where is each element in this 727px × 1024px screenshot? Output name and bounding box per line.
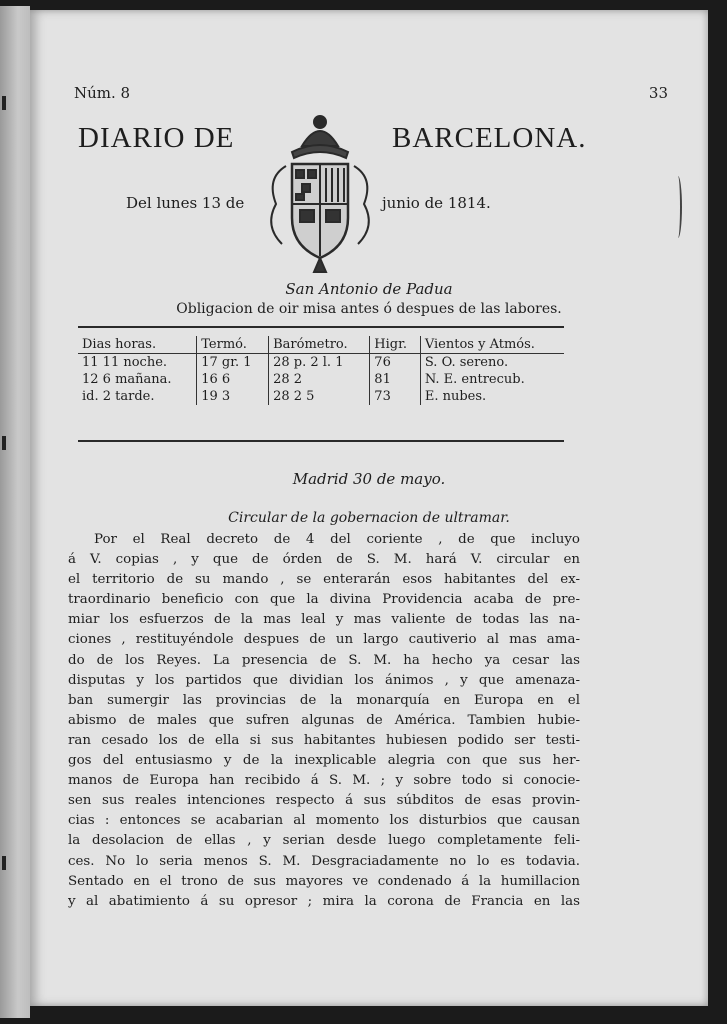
weather-cell: id. 2 tarde. [82, 389, 155, 404]
body-line: el territorio de su mando , se enterarán esos habitantes del ex- [68, 572, 580, 588]
coat-of-arms-icon [262, 108, 378, 276]
margin-mark [674, 176, 682, 238]
weather-cell: 28 2 5 [269, 388, 370, 405]
body-line: abismo de males que sufren algunas de América. Tambien hubie- [68, 712, 580, 728]
weather-cell: 17 gr. 1 [197, 354, 269, 372]
weather-cell: S. O. sereno. [420, 354, 564, 372]
article-heading: Circular de la gobernacion de ultramar. [228, 510, 510, 526]
body-line: ciones , restituyéndole despues de un largo cautiverio al mas ama- [68, 632, 580, 648]
weather-table [78, 326, 564, 442]
body-line: Sentado en el trono de sus mayores ve condenado á la humillacion [68, 873, 580, 889]
mass-obligation: Obligacion de oir misa antes ó despues de las labores. [176, 301, 562, 317]
masthead-title-right: BARCELONA. [392, 122, 587, 154]
weather-header-row [78, 336, 564, 354]
body-line: gos del entusiasmo y de la inexplicable alegria con que sus her- [68, 753, 580, 769]
page-number: 33 [648, 84, 668, 102]
body-line: cias : entonces se acabarian al momento los disturbios que causan [68, 813, 580, 829]
article-body [68, 530, 580, 912]
weather-header-cell: Vientos y Atmós. [420, 336, 564, 354]
body-line: á V. copias , y que de órden de S. M. hará V. circular en [68, 552, 580, 568]
table-row [78, 388, 564, 405]
dateline: Madrid 30 de mayo. [292, 470, 446, 488]
body-line: disputas y los partidos que dividian los ánimos , y que amenaza- [68, 672, 580, 688]
body-line: manos de Europa han recibido á S. M. ; y sobre todo si conocie- [68, 773, 580, 789]
newspaper-page [30, 10, 708, 1006]
weather-header-cell: Higr. [370, 336, 421, 354]
body-line: ces. No lo seria menos S. M. Desgraciadamente no lo es todavia. [68, 853, 580, 869]
left-page-edge [0, 6, 30, 1018]
weather-cell: 12 6 mañana. [82, 372, 172, 387]
weather-header-cell: Dias horas. [78, 336, 197, 354]
body-line: sen sus reales intenciones respecto á sus súbditos de esas provin- [68, 793, 580, 809]
issue-number: Núm. 8 [74, 84, 131, 102]
weather-cell: 19 3 [197, 388, 269, 405]
weather-cell: 81 [370, 371, 421, 388]
edge-mark [2, 96, 6, 110]
masthead-title-left: DIARIO DE [78, 122, 235, 154]
body-line: ban sumergir las provincias de la monarquía en Europa en el [68, 692, 580, 708]
weather-cell: N. E. entrecub. [420, 371, 564, 388]
body-line: traordinario beneficio con que la divina Providencia acaba de pre- [68, 592, 580, 608]
weather-cell: 11 11 noche. [82, 355, 168, 370]
body-line: ran cesado los de ella si sus habitantes hubiesen podido ser testi- [68, 732, 580, 748]
date-left: Del lunes 13 de [126, 194, 245, 212]
weather-header-cell: Termó. [197, 336, 269, 354]
body-line: la desolacion de ellas , y serian desde luego completamente feli- [68, 833, 580, 849]
table-row [78, 354, 564, 372]
table-row [78, 371, 564, 388]
body-line: y al abatimiento á su opresor ; mira la corona de Francia en las [68, 893, 580, 909]
saint-of-day: San Antonio de Padua [285, 280, 453, 298]
weather-cell: 28 2 [269, 371, 370, 388]
weather-header-cell: Barómetro. [269, 336, 370, 354]
body-line: Por el Real decreto de 4 del coriente , de que incluyo [94, 532, 580, 547]
weather-cell: 73 [370, 388, 421, 405]
edge-mark [2, 436, 6, 450]
weather-cell: 76 [370, 354, 421, 372]
weather-cell: E. nubes. [420, 388, 564, 405]
weather-cell: 16 6 [197, 371, 269, 388]
edge-mark [2, 856, 6, 870]
body-line: miar los esfuerzos de la mas leal y mas valiente de todas las na- [68, 612, 580, 628]
body-line: do de los Reyes. La presencia de S. M. ha hecho ya cesar las [68, 652, 580, 668]
weather-cell: 28 p. 2 l. 1 [269, 354, 370, 372]
date-right: junio de 1814. [382, 194, 491, 212]
